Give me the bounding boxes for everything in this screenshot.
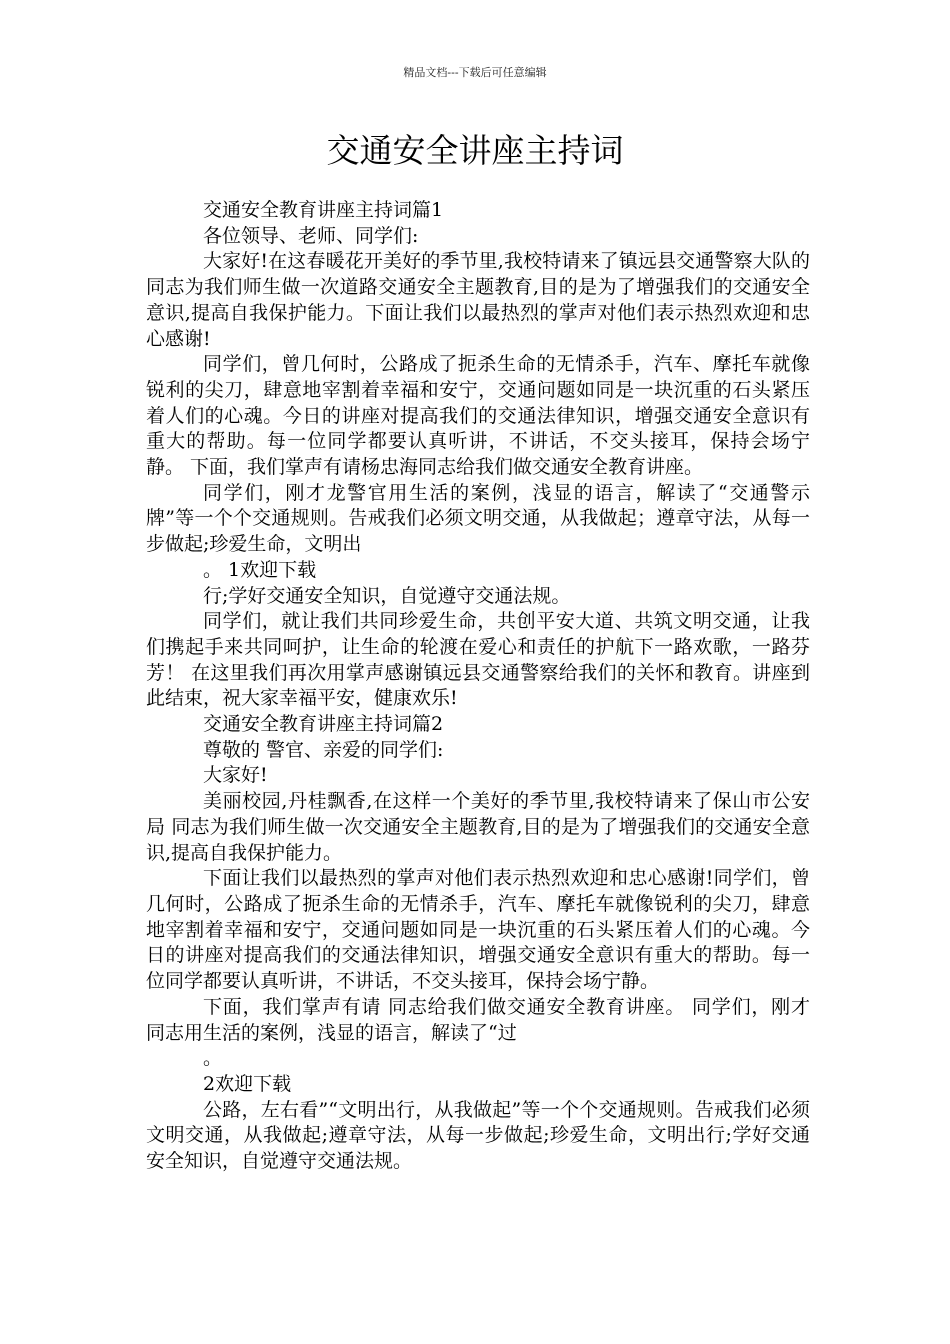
document-body [146, 198, 810, 1175]
page-footer-1: 。 1欢迎下载 [203, 558, 317, 581]
paragraph: 同学们，就让我们共同珍爱生命，共创平安大道、共筑文明交通，让我们携起手来共同呵护，让生命的轮渡在爱心和责任的护航下一路欢歌，一路芬芳！ 在这里我们再次用掌声感谢镇远县交通警察给我们的关怀和教育。讲座到此结束，祝大家幸福平安，健康欢乐! [146, 610, 810, 710]
salutation-2: 尊敬的 警官、亲爱的同学们: [203, 738, 444, 761]
paragraph: 同学们，刚才龙警官用生活的案例，浅显的语言，解读了“交通警示牌”等一个个交通规则。告戒我们必须文明交通，从我做起；遵章守法，从每一步做起;珍爱生命，文明出 [146, 481, 810, 556]
paragraph: 下面，我们掌声有请 同志给我们做交通安全教育讲座。 同学们，刚才 同志用生活的案例，浅显的语言，解读了“过 [146, 995, 810, 1044]
page-footer-dot: 。 [203, 1047, 223, 1070]
header-note: 精品文档---下载后可任意编辑 [403, 66, 547, 79]
document-title: 交通安全讲座主持词 [326, 131, 624, 170]
paragraph: 大家好!在这春暖花开美好的季节里,我校特请来了镇远县交通警察大队的同志为我们师生做一次道路交通安全主题教育,目的是为了增强我们的交通安全意识,提高自我保护能力。下面让我们以最热烈的掌声对他们表示热烈欢迎和忠心感谢! [146, 250, 810, 350]
greeting: 大家好! [203, 764, 268, 787]
paragraph: 行;学好交通安全知识，自觉遵守交通法规。 [203, 584, 571, 607]
paragraph: 美丽校园,丹桂飘香,在这样一个美好的季节里,我校特请来了保山市公安局 同志为我们师生做一次交通安全主题教育,目的是为了增强我们的交通安全意识,提高自我保护能力。 [146, 790, 810, 864]
page-footer-2: 2欢迎下载 [203, 1072, 292, 1095]
paragraph: 公路，左右看”“文明出行，从我做起”等一个个交通规则。告戒我们必须文明交通，从我做起;遵章守法，从每一步做起;珍爱生命，文明出行;学好交通安全知识，自觉遵守交通法规。 [146, 1098, 810, 1173]
paragraph: 同学们，曾几何时，公路成了扼杀生命的无情杀手，汽车、摩托车就像锐利的尖刀，肆意地宰割着幸福和安宁，交通问题如同是一块沉重的石头紧压着人们的心魂。今日的讲座对提高我们的交通法律知识，增强交通安全意识有重大的帮助。每一位同学都要认真听讲，不讲话，不交头接耳，保持会场宁静。 下面，我们掌声有请杨忠海同志给我们做交通安全教育讲座。 [146, 353, 810, 479]
paragraph: 下面让我们以最热烈的掌声对他们表示热烈欢迎和忠心感谢!同学们，曾几何时，公路成了扼杀生命的无情杀手，汽车、摩托车就像锐利的尖刀，肆意地宰割着幸福和安宁，交通问题如同是一块沉重的石头紧压着人们的心魂。今日的讲座对提高我们的交通法律知识，增强交通安全意识有重大的帮助。每一位同学都要认真听讲，不讲话，不交头接耳，保持会场宁静。 [146, 867, 810, 993]
section-heading-1: 交通安全教育讲座主持词篇1 [203, 199, 444, 221]
salutation-1: 各位领导、老师、同学们: [203, 224, 419, 247]
section-heading-2: 交通安全教育讲座主持词篇2 [203, 713, 444, 736]
